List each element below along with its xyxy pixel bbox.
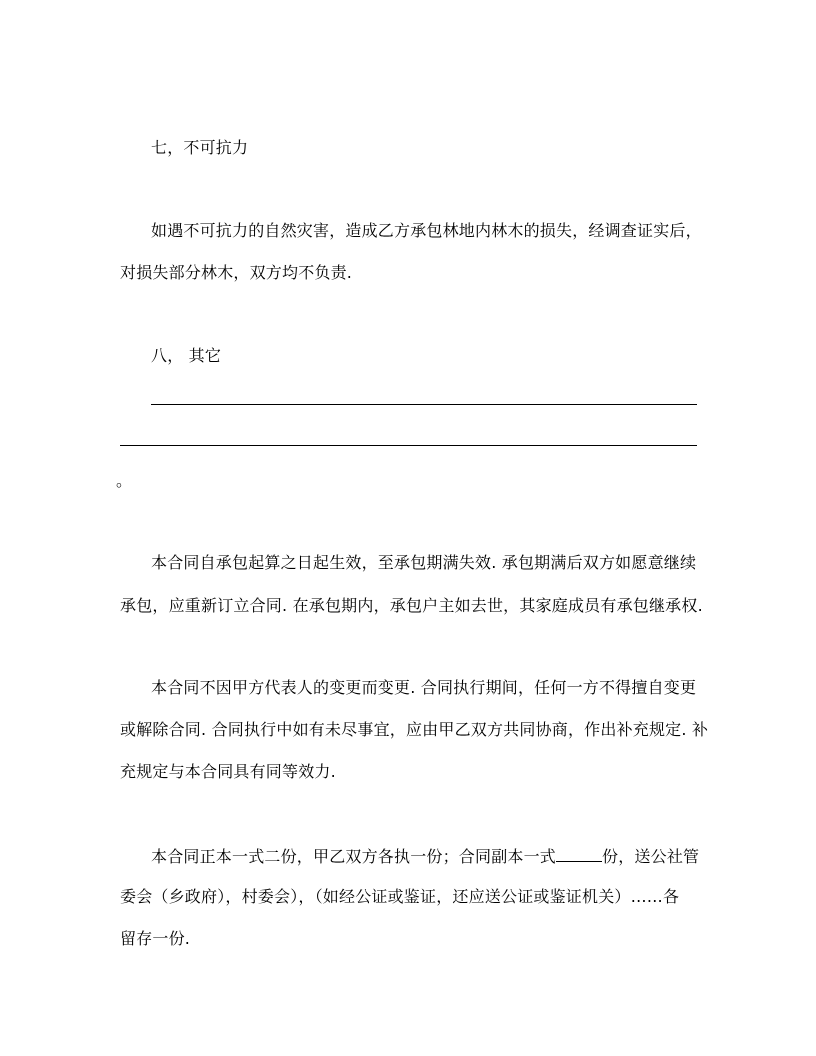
effect-clause-line-1: 本合同自承包起算之日起生效，至承包期满失效. 承包期满后双方如愿意继续: [151, 553, 697, 572]
copies-clause-line-1-start: 本合同正本一式二份，甲乙双方各执一份；合同副本一式: [151, 847, 557, 866]
section-7-heading: 七，不可抗力: [151, 138, 249, 157]
copies-count-blank: [556, 845, 602, 862]
blank-fill-line-2: [120, 445, 697, 446]
copies-clause-line-3: 留存一份.: [120, 929, 191, 948]
change-clause-line-2: 或解除合同. 合同执行中如有未尽事宜，应由甲乙双方共同协商，作出补充规定. 补: [120, 720, 709, 739]
copies-clause-line-1: [151, 845, 699, 867]
effect-clause-line-2: 承包，应重新订立合同. 在承包期内，承包户主如去世，其家庭成员有承包继承权.: [120, 596, 703, 615]
blank-fill-line-1: [151, 404, 697, 405]
copies-clause-line-2: 委会（乡政府），村委会），（如经公证或鉴证，还应送公证或鉴证机关）……各: [120, 887, 680, 906]
section-7-paragraph-line-2: 对损失部分林木，双方均不负责.: [120, 263, 353, 282]
change-clause-line-1: 本合同不因甲方代表人的变更而变更. 合同执行期间，任何一方不得擅自变更: [151, 678, 697, 697]
copies-clause-line-1-end: 份，送公社管: [602, 847, 700, 866]
section-7-paragraph-line-1: 如遇不可抗力的自然灾害，造成乙方承包林地内林木的损失，经调查证实后，: [151, 221, 702, 240]
section-8-heading: 八， 其它: [151, 346, 222, 365]
change-clause-line-3: 充规定与本合同具有同等效力.: [120, 762, 336, 781]
section-8-end-mark: 。: [116, 471, 133, 490]
